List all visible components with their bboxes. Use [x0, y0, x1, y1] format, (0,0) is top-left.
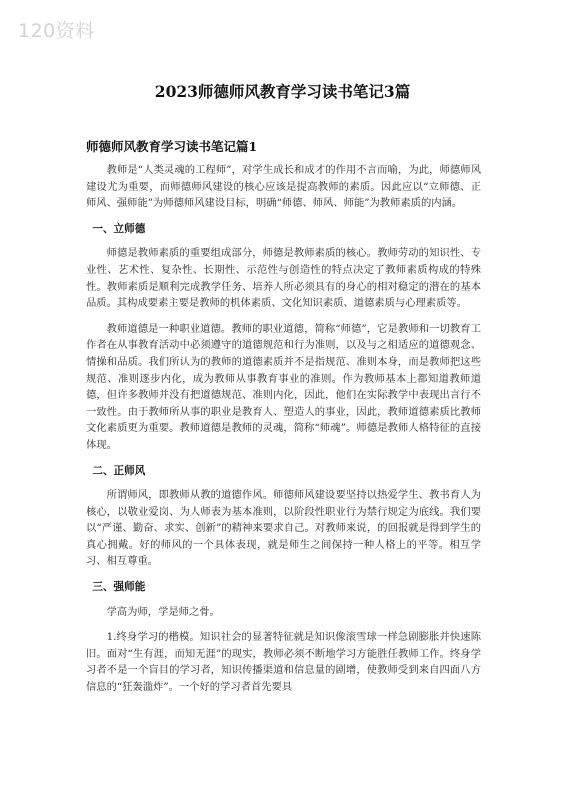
paragraph: 1.终身学习的楷模。知识社会的显著特征就是知识像滚雪球一样急剧膨胀并快速陈旧。面对“生有涯，而知无涯”的现实，教师必须不断地学习方能胜任教师工作。终身学习者不是一个盲目的学习者，知识传播渠道和信息量的剧增，使教师受到来自四面八方信息的“狂轰滥炸”。一个好的学习者首先要具	[86, 631, 481, 694]
intro-paragraph: 教师是“人类灵魂的工程师”，对学生成长和成才的作用不言而喻，为此，师德师风建设尤为重要，而师德师风建设的核心应该是提高教师的素质。因此应以“立师德、正师风、强师能”为师德师风建设目标，明确“师德、师风、师能”为教师素质的内涵。	[86, 164, 481, 210]
document-body	[86, 162, 481, 705]
paragraph: 师德是教师素质的重要组成部分，师德是教师素质的核心。教师劳动的知识性、专业性、艺术性、复杂性、长期性、示范性与创造性的特点决定了教师素质构成的特殊性。教师素质是顺利完成教学任务、培养人所必须具有的身心的相对稳定的潜在的基本品质。其构成要素主要是教师的机体素质、文化知识素质、道德素质与心理素质等。	[86, 247, 481, 310]
paragraph: 所谓师风，即教师从教的道德作风。师德师风建设要坚持以热爱学生、教书育人为核心，以敬业爱岗、为人师表为基本准则，以阶段性职业行为禁行规定为底线。我们要以“严谨、勤奋、求实、创新”的精神来要求自己。对教师来说，的回报就是得到学生的真心拥戴。好的师风的一个具体表现，就是师生之间保持一种人格上的平等。相互学习、相互尊重。	[86, 489, 481, 568]
heading-zheng-shifeng: 二、正师风	[92, 464, 146, 477]
paragraph: 学高为师，学是师之骨。	[106, 605, 220, 618]
section-title: 师德师风教育学习读书笔记篇1	[86, 139, 258, 154]
paragraph: 教师道德是一种职业道德。教师的职业道德，简称“师德”，它是教师和一切教育工作者在从事教育活动中必须遵守的道德规范和行为准则，以及与之相适应的道德观念、情操和品质。我们所认为的教师的道德素质并不是指规范、准则本身，而是教师把这些规范、准则逐步内化，成为教师从事教育事业的准则。作为教师基本上都知道教师道德，但许多教师并没有把道德规范、准则内化，因此，他们在实际教学中表现出言行不一致性。由于教师所从事的职业是教育人、塑造人的事业，因此，教师道德素质比教师文化素质更为重要。教师道德是教师的灵魂，简称“师魂”。师德是教师人格特征的直接体现。	[86, 322, 481, 451]
document-title: 2023师德师风教育学习读书笔记3篇	[154, 82, 411, 101]
heading-li-shide: 一、立师德	[92, 222, 146, 235]
watermark-logo: 120资料	[18, 20, 95, 42]
heading-qiang-shineng: 三、强师能	[92, 581, 146, 594]
